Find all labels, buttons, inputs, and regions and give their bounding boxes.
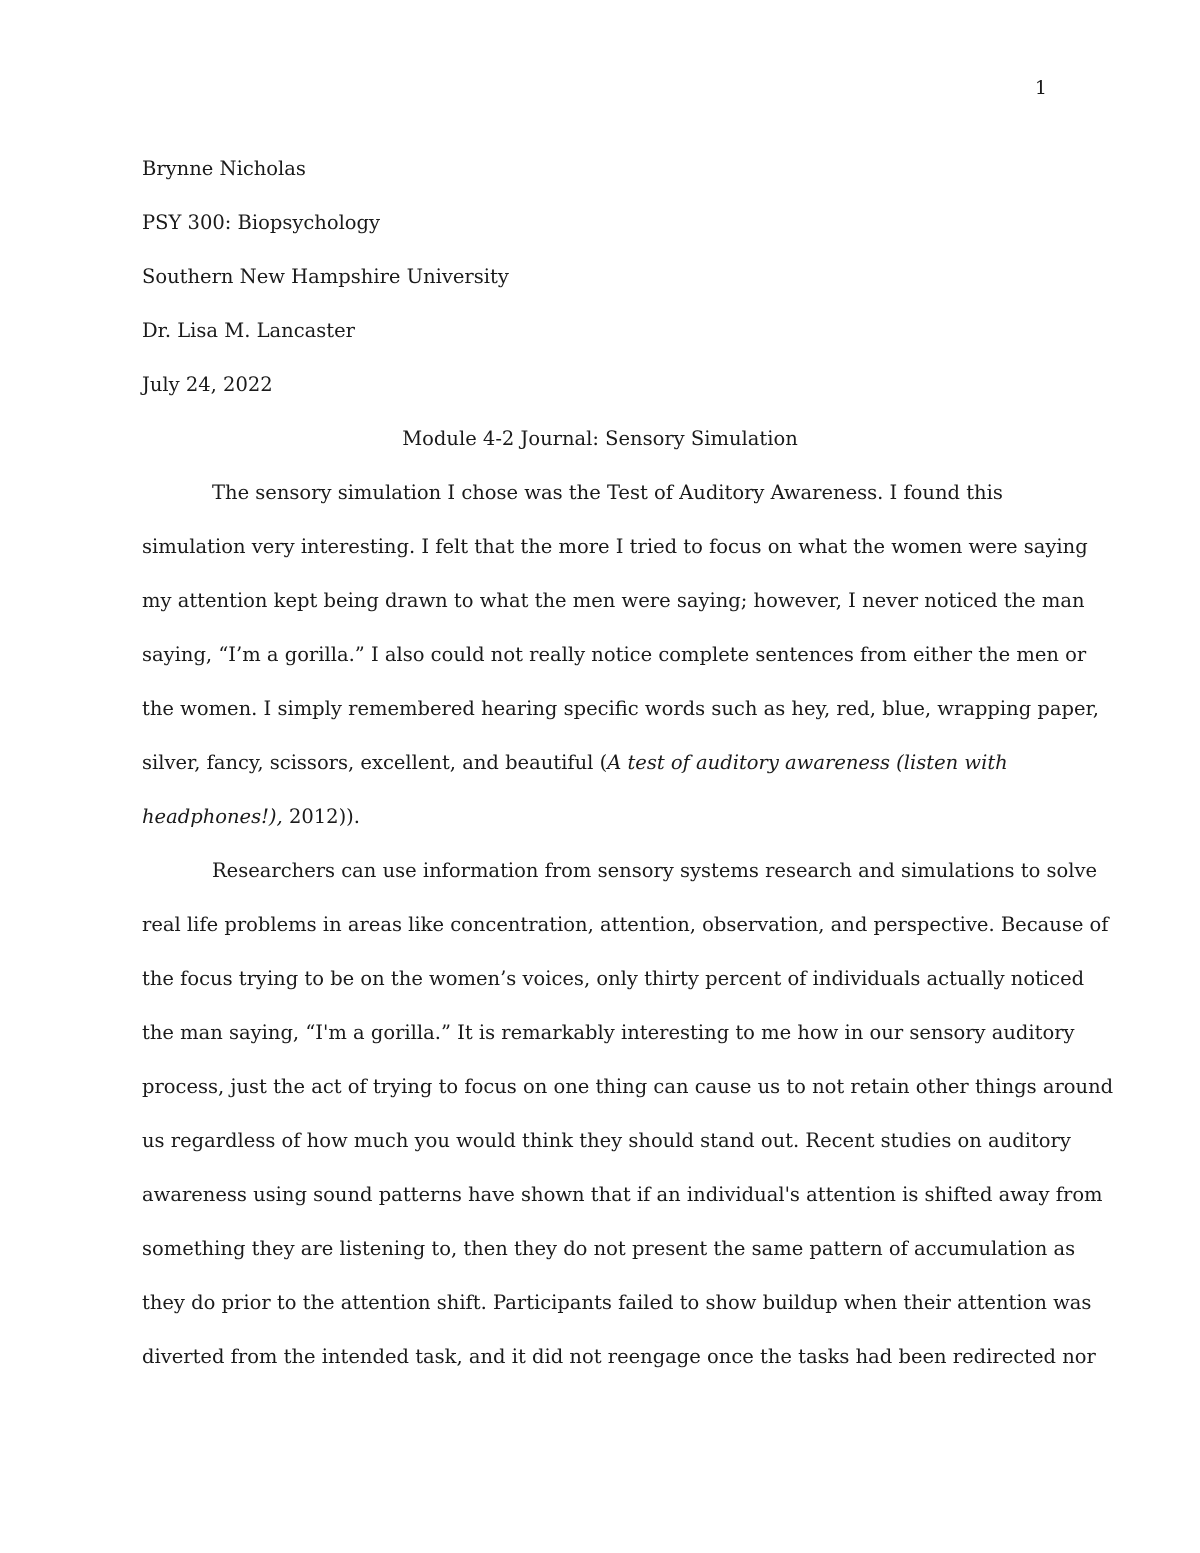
citation-title: headphones!), [142,805,283,828]
paragraph-line: saying, “I’m a gorilla.” I also could not really notice complete sentences from either the men or [142,643,1087,666]
course-name: PSY 300: Biopsychology [142,211,381,234]
author-name: Brynne Nicholas [142,157,306,180]
page-number: 1 [1034,77,1047,99]
paragraph-line: something they are listening to, then they do not present the same pattern of accumulation as [142,1237,1076,1260]
paragraph-line: diverted from the intended task, and it did not reengage once the tasks had been redirected nor [142,1345,1096,1368]
paragraph-line: process, just the act of trying to focus on one thing can cause us to not retain other things around [142,1075,1114,1098]
paragraph-line: awareness using sound patterns have shown that if an individual's attention is shifted away from [142,1183,1103,1206]
paragraph-2 [142,844,1114,1384]
paragraph-line [142,736,1058,790]
institution-name: Southern New Hampshire University [142,265,509,288]
paragraph-line: the man saying, “I'm a gorilla.” It is remarkably interesting to me how in our sensory auditory [142,1021,1075,1044]
instructor-name: Dr. Lisa M. Lancaster [142,319,355,342]
document-title: Module 4-2 Journal: Sensory Simulation [402,427,798,450]
paragraph-line: the women. I simply remembered hearing specific words such as hey, red, blue, wrapping paper, [142,697,1099,720]
paragraph-line: Researchers can use information from sensory systems research and simulations to solve [212,859,1098,882]
paragraph-line: they do prior to the attention shift. Participants failed to show buildup when their attention was [142,1291,1092,1314]
paragraph-line: simulation very interesting. I felt that the more I tried to focus on what the women were saying [142,535,1088,558]
paragraph-line: my attention kept being drawn to what the men were saying; however, I never noticed the man [142,589,1085,612]
paragraph-line: real life problems in areas like concentration, attention, observation, and perspective. Because of [142,913,1109,936]
document-body [142,142,1114,1384]
document-date: July 24, 2022 [142,373,273,396]
paragraph-line: The sensory simulation I chose was the Test of Auditory Awareness. I found this [212,481,1003,504]
citation-title: A test of auditory awareness (listen with [607,751,1008,774]
paragraph-line [142,790,1058,844]
paragraph-1 [142,466,1099,844]
paragraph-line: us regardless of how much you would think they should stand out. Recent studies on auditory [142,1129,1071,1152]
paragraph-text: silver, fancy, scissors, excellent, and beautiful ( [142,751,608,774]
paragraph-line: the focus trying to be on the women’s voices, only thirty percent of individuals actually noticed [142,967,1085,990]
citation-year: 2012)). [282,805,360,828]
